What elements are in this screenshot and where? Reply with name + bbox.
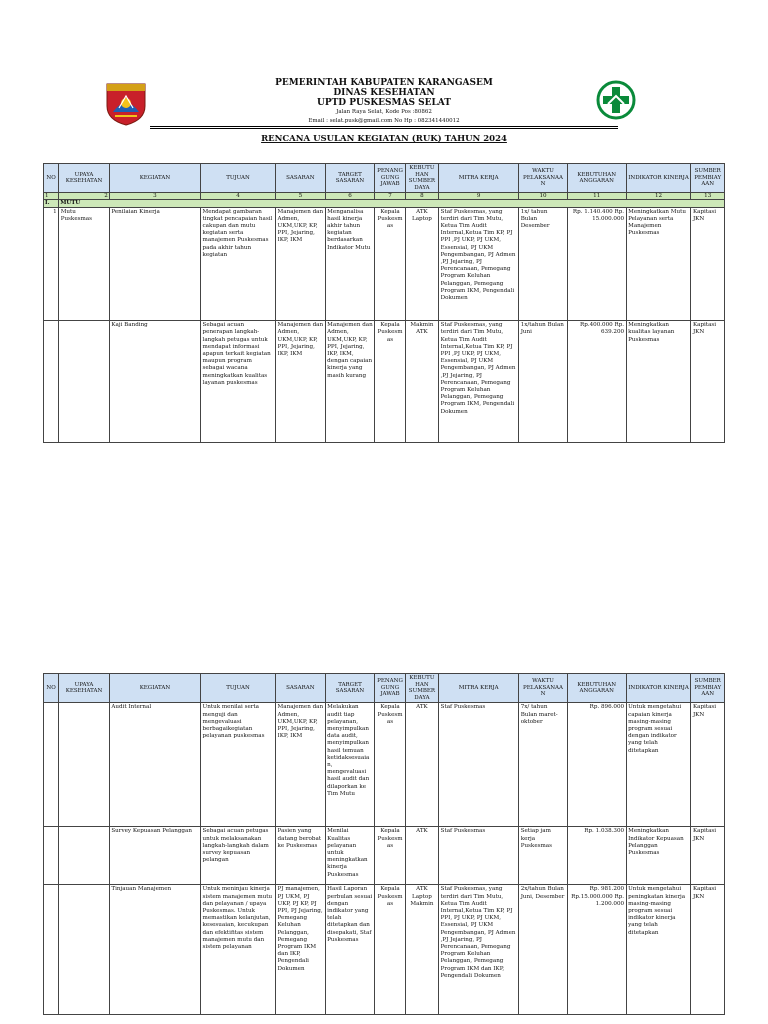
col-number: 2 xyxy=(59,193,110,200)
cell-penanggung-jawab: Kepala Puskesm as xyxy=(375,321,405,443)
cell-sumber-daya: Makmin ATK xyxy=(405,321,438,443)
cell-sasaran: Pasien yang datang berobat ke Puskesmas xyxy=(276,827,326,885)
document-title: RENCANA USULAN KEGIATAN (RUK) TAHUN 2024 xyxy=(261,134,507,144)
col-number: 13 xyxy=(691,193,725,200)
col-header-kebutuhan-sumber: KEBUTUHAN SUMBER DAYA xyxy=(405,164,438,193)
table-header-row xyxy=(44,164,725,193)
cell-no xyxy=(44,885,59,1015)
cell-target: Hasil Laporan perbulan sesuai dengan indikator yang telah ditetapkan dan disepakati, Staf Puskesmas xyxy=(325,885,375,1015)
table-row xyxy=(44,827,725,885)
cell-indikator: Meningkatkan Mutu Pelayanan serta Manajemen Puskesmas xyxy=(626,207,691,321)
cell-tujuan: Sebagai acuan petugas untuk melaksanakan langkah-langkah dalam survey kepuasan pelangan xyxy=(201,827,276,885)
col-number: 12 xyxy=(626,193,691,200)
col-header-waktu: WAKTU PELAKSANAA N xyxy=(519,674,568,703)
cell-mitra: Staf Puskesmas xyxy=(439,703,519,827)
col-header-sasaran: SASARAN xyxy=(276,164,326,193)
cell-waktu: 2x/tahun Bulan Juni, Desember xyxy=(519,885,568,1015)
puskesmas-logo xyxy=(596,80,636,120)
cell-anggaran: Rp. 981.200 Rp.15.000.000 Rp. 1.200.000 xyxy=(567,885,626,1015)
cell-waktu: 1x/ tahun Bulan Desember xyxy=(519,207,568,321)
cell-tujuan: Sebagai acuan penerapan langkah-langkah petugas untuk mendapat informasi apapun terkait kegiatan maupun program sebagai wacana meningkatkan kualitas layanan puskesmas xyxy=(201,321,276,443)
col-header-tujuan: TUJUAN xyxy=(201,164,276,193)
cell-sasaran: Manajemen dan Admen, UKM,UKP, KP, PPI, Jejaring, IKP, IKM xyxy=(276,207,326,321)
col-header-target: TARGET SASARAN xyxy=(325,164,375,193)
cell-anggaran: Rp. 1.038.300 xyxy=(567,827,626,885)
col-number: 1 xyxy=(44,193,59,200)
cell-kegiatan: Penilaian Kinerja xyxy=(109,207,200,321)
cell-kegiatan: Survey Kepuasan Pelanggan xyxy=(109,827,200,885)
col-number: 4 xyxy=(201,193,276,200)
letterhead-agency: DINAS KESEHATAN xyxy=(333,88,435,98)
col-number: 5 xyxy=(276,193,326,200)
col-header-waktu: WAKTU PELAKSANAA N xyxy=(519,164,568,193)
letterhead-address: Jalan Raya Selat, Kode Pos :80862 xyxy=(336,109,432,115)
section-number: I. xyxy=(44,200,59,207)
col-header-anggaran: KEBUTUHAN ANGGARAN xyxy=(567,164,626,193)
col-header-sumber: SUMBER PEMBIAY AAN xyxy=(691,164,725,193)
col-header-mitra: MITRA KERJA xyxy=(439,164,519,193)
table-row xyxy=(44,321,725,443)
table-row xyxy=(44,703,725,827)
col-number: 9 xyxy=(439,193,519,200)
table-header-row xyxy=(44,674,725,703)
cell-pembiayaan: Kapitasi JKN xyxy=(691,207,725,321)
cell-kegiatan: Tinjauan Manajemen xyxy=(109,885,200,1015)
cell-waktu: Setiap jam kerja Puskesmas xyxy=(519,827,568,885)
cell-anggaran: Rp. 1.140.400 Rp. 15.000.000 xyxy=(567,207,626,321)
col-header-anggaran: KEBUTUHAN ANGGARAN xyxy=(567,674,626,703)
table-row xyxy=(44,207,725,321)
cell-upaya xyxy=(59,321,110,443)
cell-target: Menganalisa hasil kinerja akhir tahun kegiatan berdasarkan Indikator Mutu xyxy=(325,207,375,321)
cell-penanggung-jawab: Kepala Puskesm as xyxy=(375,703,405,827)
cell-pembiayaan: Kapitasi JKN xyxy=(691,827,725,885)
col-header-upaya: UPAYA KESEHATAN xyxy=(59,674,110,703)
col-header-penanggung: PENANG GUNG JAWAB xyxy=(375,164,405,193)
cell-no xyxy=(44,703,59,827)
cell-pembiayaan: Kapitasi JKN xyxy=(691,321,725,443)
cell-sasaran: PJ manajemen, PJ UKM, PJ UKP, PJ KP, PJ PPI, PJ Jejaring, Pemegang Keluhan Pelanggan, Pemegang Program IKM dan IKP, Pengendali Dokumen xyxy=(276,885,326,1015)
section-label: MUTU xyxy=(59,200,725,207)
col-header-mitra: MITRA KERJA xyxy=(439,674,519,703)
cell-kegiatan: Audit Internal xyxy=(109,703,200,827)
cell-no xyxy=(44,321,59,443)
cell-indikator: Untuk mengetahui peningkatan kinerja masing-masing program sesuai indikator kinerja yang telah ditetapkan xyxy=(626,885,691,1015)
col-number: 11 xyxy=(567,193,626,200)
cell-upaya xyxy=(59,885,110,1015)
cell-penanggung-jawab: Kepala Puskesm as xyxy=(375,885,405,1015)
cell-target: Melakukan audit tiap pelayanan, menyimpulkan data audit, menyimpulkan hasil temuan ketidaksesuaian, mengevaluasi hasil audit dan dilaporkan ke Tim Mutu xyxy=(325,703,375,827)
cell-sumber-daya: ATK xyxy=(405,703,438,827)
col-number: 6 xyxy=(325,193,375,200)
cell-sumber-daya: ATK xyxy=(405,827,438,885)
col-header-indikator: INDIKATOR KINERJA xyxy=(626,164,691,193)
cell-upaya xyxy=(59,703,110,827)
letterhead xyxy=(200,78,568,126)
col-header-sumber: SUMBER PEMBIAY AAN xyxy=(691,674,725,703)
col-header-penanggung: PENANG GUNG JAWAB xyxy=(375,674,405,703)
cell-sasaran: Manajemen dan Admen, UKM,UKP, KP, PPI, Jejaring, IKP, IKM xyxy=(276,321,326,443)
cell-tujuan: Untuk meninjau kinerja sistem manajemen mutu dan pelayanan / upaya Puskesmas. Untuk memastikan kelanjutan, kesesuaian, kecukupan dan efektifitas sistem manajemen mutu dan sistem pelayanan xyxy=(201,885,276,1015)
cell-sumber-daya: ATK Laptop Makmin xyxy=(405,885,438,1015)
cell-target: Manajemen dan Admen, UKM,UKP, KP, PPI, Jejaring, IKP, IKM, dengan capaian kinerja yang masih kurang xyxy=(325,321,375,443)
document-page-2 xyxy=(0,640,768,1024)
cell-sumber-daya: ATK Laptop xyxy=(405,207,438,321)
col-header-kegiatan: KEGIATAN xyxy=(109,164,200,193)
cell-mitra: Staf Puskesmas xyxy=(439,827,519,885)
letterhead-contact: Email : selat.pusk@gmail.com No Hp : 082341440012 xyxy=(308,118,460,124)
col-header-sasaran: SASARAN xyxy=(276,674,326,703)
cell-indikator: Untuk mengetahui capaian kinerja masing-masing program sesuai dengan indikator yang telah ditetapkan xyxy=(626,703,691,827)
col-header-tujuan: TUJUAN xyxy=(201,674,276,703)
cell-anggaran: Rp. 896.000 xyxy=(567,703,626,827)
letterhead-unit: UPTD PUSKESMAS SELAT xyxy=(316,98,451,108)
cell-mitra: Staf Puskesmas, yang terdiri dari Tim Mutu, Ketua Tim Audit Internal,Ketua Tim KP, PJ PPI ,PJ UKP, PJ UKM, Essensial, PJ UKM Pengembangan, PJ Admen ,PJ Jejaring, PJ Perencanaan, Pemegang Program Keluhan Pelanggan, Pemegang Program IKM, Pengendali Dokumen xyxy=(439,321,519,443)
cell-no: 1 xyxy=(44,207,59,321)
cell-kegiatan: Kaji Banding xyxy=(109,321,200,443)
col-header-target: TARGET SASARAN xyxy=(325,674,375,703)
col-header-indikator: INDIKATOR KINERJA xyxy=(626,674,691,703)
col-number: 3 xyxy=(109,193,200,200)
karangasem-crest-logo xyxy=(105,82,147,126)
cell-penanggung-jawab: Kepala Puskesm as xyxy=(375,207,405,321)
col-number: 7 xyxy=(375,193,405,200)
ruk-table-page-2 xyxy=(43,673,725,1015)
cell-indikator: Meningkatkan kualitas layanan Puskesmas xyxy=(626,321,691,443)
cell-mitra: Staf Puskesmas, yang terdiri dari Tim Mutu, Ketua Tim Audit Internal,Ketua Tim KP, PJ PPI ,PJ UKP, PJ UKM, Essensial, PJ UKM Pengembangan, PJ Admen ,PJ Jejaring, PJ Perencanaan, Pemegang Program Keluhan Pelanggan, Pemegang Program IKM, Pengendali Dokumen xyxy=(439,207,519,321)
table-row xyxy=(44,885,725,1015)
cell-upaya xyxy=(59,827,110,885)
cell-tujuan: Mendapat gambaran tingkat pencapaian hasil cakupan dan mutu kegiatan serta manajemen Puskesmas pada akhir tahun kegiatan xyxy=(201,207,276,321)
section-row xyxy=(44,200,725,207)
cell-penanggung-jawab: Kepala Puskesm as xyxy=(375,827,405,885)
cell-waktu: 7x/ tahun Bulan maret-oktober xyxy=(519,703,568,827)
col-header-upaya: UPAYA KESEHATAN xyxy=(59,164,110,193)
cell-upaya: Mutu Puskesmas xyxy=(59,207,110,321)
cell-sasaran: Manajemen dan Admen, UKM,UKP, KP, PPI, Jejaring, IKP, IKM xyxy=(276,703,326,827)
cell-no xyxy=(44,827,59,885)
cell-waktu: 1x/tahun Bulan Juni xyxy=(519,321,568,443)
cell-pembiayaan: Kapitasi JKN xyxy=(691,703,725,827)
cell-pembiayaan: Kapitasi JKN xyxy=(691,885,725,1015)
cell-indikator: Meningkatkan Indikator Kepuasan Pelanggan Puskesmas xyxy=(626,827,691,885)
cell-target: Menilai Kualitas pelayanan untuk meningkatkan kinerja Puskesmas xyxy=(325,827,375,885)
letterhead-government: PEMERINTAH KABUPATEN KARANGASEM xyxy=(275,78,493,88)
col-header-no: NO xyxy=(44,674,59,703)
page-gap xyxy=(0,580,768,640)
ruk-table-page-1 xyxy=(43,163,725,443)
col-header-no: NO xyxy=(44,164,59,193)
cell-anggaran: Rp.400.000 Rp. 639.200 xyxy=(567,321,626,443)
col-number: 8 xyxy=(405,193,438,200)
cell-tujuan: Untuk menilai serta menguji dan mengevaluasi berbagaikegiatan pelayanan puskesmas xyxy=(201,703,276,827)
letterhead-rule xyxy=(150,126,618,129)
col-header-kebutuhan-sumber: KEBUTUHAN SUMBER DAYA xyxy=(405,674,438,703)
column-number-row xyxy=(44,193,725,200)
col-header-kegiatan: KEGIATAN xyxy=(109,674,200,703)
cell-mitra: Staf Puskesmas, yang terdiri dari Tim Mutu, Ketua Tim Audit Internal,Ketua Tim KP, PJ PPI, PJ UKP, PJ UKM, Essensial, PJ UKM Pengembangan, PJ Admen ,PJ Jejaring, PJ Perencanaan, Pemegang Program Keluhan Pelanggan, Pemegang Program IKM dan IKP, Pengendali Dokumen xyxy=(439,885,519,1015)
col-number: 10 xyxy=(519,193,568,200)
